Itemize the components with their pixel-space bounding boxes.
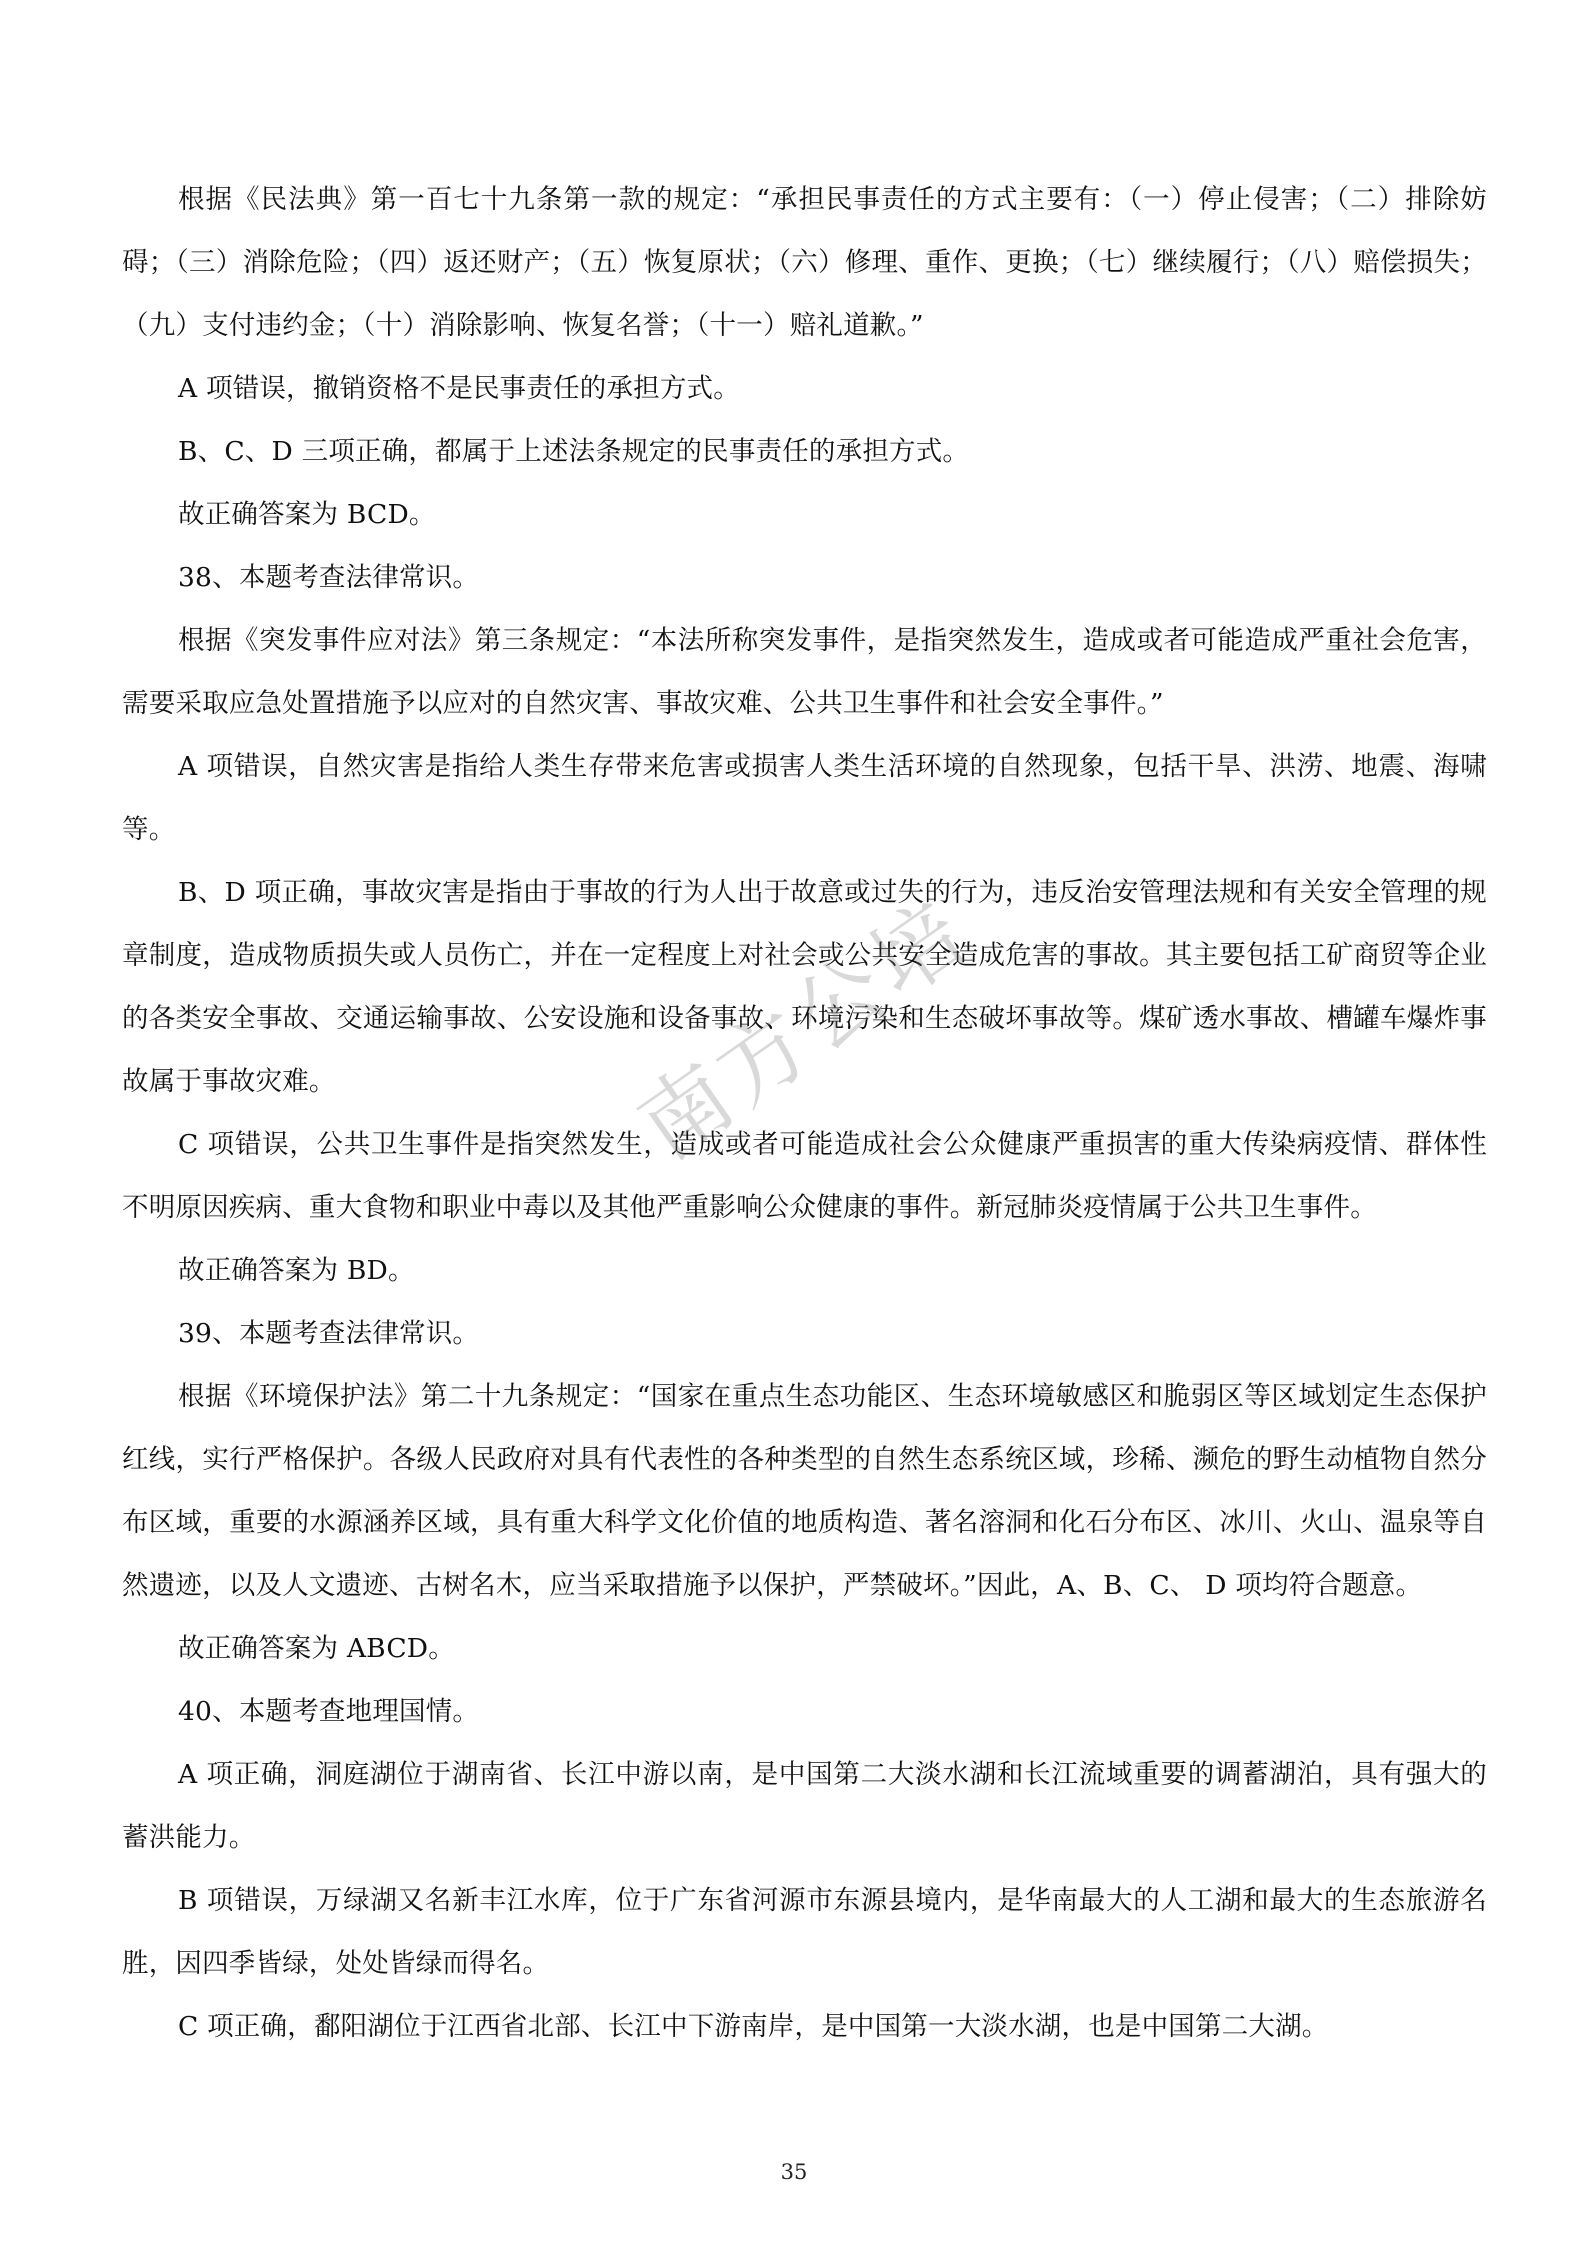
paragraph: 故正确答案为 ABCD。: [178, 1633, 455, 1664]
paragraph: B 项错误，万绿湖又名新丰江水库，位于广东省河源市东源县境内，是华南最大的人工湖和最大的生态旅游名胜，因四季皆绿，处处皆绿而得名。: [122, 1885, 1487, 1979]
paragraph: C 项错误，公共卫生事件是指突然发生，造成或者可能造成社会公众健康严重损害的重大传染病疫情、群体性不明原因疾病、重大食物和职业中毒以及其他严重影响公众健康的事件。新冠肺炎疫情属于公共卫生事件。: [122, 1129, 1487, 1223]
paragraph: 故正确答案为 BCD。: [178, 499, 436, 530]
paragraph: 故正确答案为 BD。: [178, 1255, 415, 1286]
page-number: 35: [780, 2160, 808, 2184]
paragraph: A 项错误，自然灾害是指给人类生存带来危害或损害人类生活环境的自然现象，包括干旱、洪涝、地震、海啸等。: [122, 751, 1487, 845]
question-heading: 39、本题考查法律常识。: [178, 1318, 480, 1349]
paragraph: B、C、D 三项正确，都属于上述法条规定的民事责任的承担方式。: [178, 436, 970, 467]
paragraph: 根据《环境保护法》第二十九条规定：“国家在重点生态功能区、生态环境敏感区和脆弱区等区域划定生态保护红线，实行严格保护。各级人民政府对具有代表性的各种类型的自然生态系统区域，珍稀、濒危的野生动植物自然分布区域，重要的水源涵养区域，具有重大科学文化价值的地质构造、著名溶洞和化石分布区、冰川、火山、温泉等自然遗迹，以及人文遗迹、古树名木，应当采取措施予以保护，严禁破坏。”因此，A、B、C、 D 项均符合题意。: [122, 1381, 1487, 1601]
document-body: [122, 168, 1487, 2058]
paragraph: A 项正确，洞庭湖位于湖南省、长江中游以南，是中国第二大淡水湖和长江流域重要的调蓄湖泊，具有强大的蓄洪能力。: [122, 1759, 1487, 1853]
watermark: 南方公培: [620, 879, 988, 1180]
paragraph: A 项错误，撤销资格不是民事责任的承担方式。: [178, 373, 740, 404]
question-heading: 38、本题考查法律常识。: [178, 562, 480, 593]
paragraph: 根据《民法典》第一百七十九条第一款的规定：“承担民事责任的方式主要有：（一）停止侵害；（二）排除妨碍；（三）消除危险；（四）返还财产；（五）恢复原状；（六）修理、重作、更换；（七）继续履行；（八）赔偿损失；（九）支付违约金；（十）消除影响、恢复名誉；（十一）赔礼道歉。”: [122, 184, 1487, 341]
question-heading: 40、本题考查地理国情。: [178, 1696, 480, 1727]
paragraph: B、D 项正确，事故灾害是指由于事故的行为人出于故意或过失的行为，违反治安管理法规和有关安全管理的规章制度，造成物质损失或人员伤亡，并在一定程度上对社会或公共安全造成危害的事故。其主要包括工矿商贸等企业的各类安全事故、交通运输事故、公安设施和设备事故、环境污染和生态破坏事故等。煤矿透水事故、槽罐车爆炸事故属于事故灾难。: [122, 877, 1487, 1097]
paragraph: C 项正确，鄱阳湖位于江西省北部、长江中下游南岸，是中国第一大淡水湖，也是中国第二大湖。: [178, 2011, 1329, 2042]
paragraph: 根据《突发事件应对法》第三条规定：“本法所称突发事件，是指突然发生，造成或者可能造成严重社会危害，需要采取应急处置措施予以应对的自然灾害、事故灾难、公共卫生事件和社会安全事件。”: [122, 625, 1487, 719]
